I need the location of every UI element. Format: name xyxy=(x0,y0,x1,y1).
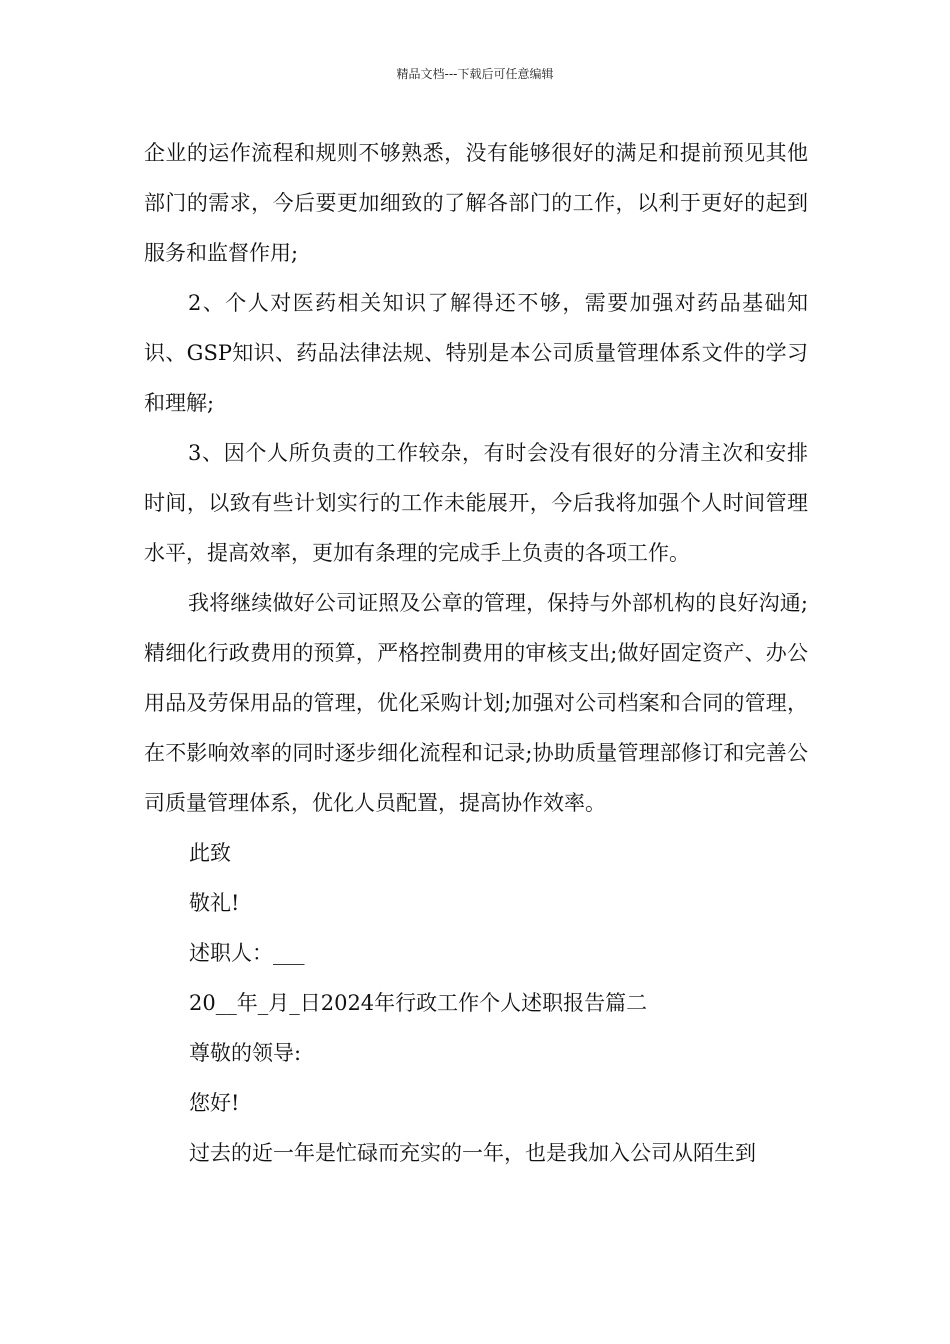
closing-greeting: 此致 xyxy=(189,841,231,865)
page-header: 精品文档---下载后可任意编辑 xyxy=(396,67,554,81)
paragraph-plan: 我将继续做好公司证照及公章的管理，保持与外部机构的良好沟通;精细化行政费用的预算，严格控制费用的审核支出;做好固定资产、办公用品及劳保用品的管理，优化采购计划;加强对公司档案和合同的管理，在不影响效率的同时逐步细化流程和记录;协助质量管理部修订和完善公司质量管理体系，优化人员配置，提高协作效率。 xyxy=(144,591,808,815)
paragraph-continuation: 企业的运作流程和规则不够熟悉，没有能够很好的满足和提前预见其他部门的需求，今后要更加细致的了解各部门的工作，以利于更好的起到服务和监督作用; xyxy=(144,141,808,265)
document-body xyxy=(144,128,808,1178)
closing-salute: 敬礼! xyxy=(189,891,240,915)
date-and-section-title: 20__年_月_日2024年行政工作个人述职报告篇二 xyxy=(189,991,648,1015)
salutation: 尊敬的领导: xyxy=(189,1041,302,1065)
reporter-signature: 述职人：___ xyxy=(189,941,305,965)
paragraph-item-3: 3、因个人所负责的工作较杂，有时会没有很好的分清主次和安排时间，以致有些计划实行的工作未能展开，今后我将加强个人时间管理水平，提高效率，更加有条理的完成手上负责的各项工作。 xyxy=(144,441,808,565)
greeting: 您好! xyxy=(189,1091,240,1115)
paragraph-intro: 过去的近一年是忙碌而充实的一年，也是我加入公司从陌生到 xyxy=(189,1141,756,1165)
paragraph-item-2: 2、个人对医药相关知识了解得还不够，需要加强对药品基础知识、GSP知识、药品法律法规、特别是本公司质量管理体系文件的学习和理解; xyxy=(144,291,808,415)
